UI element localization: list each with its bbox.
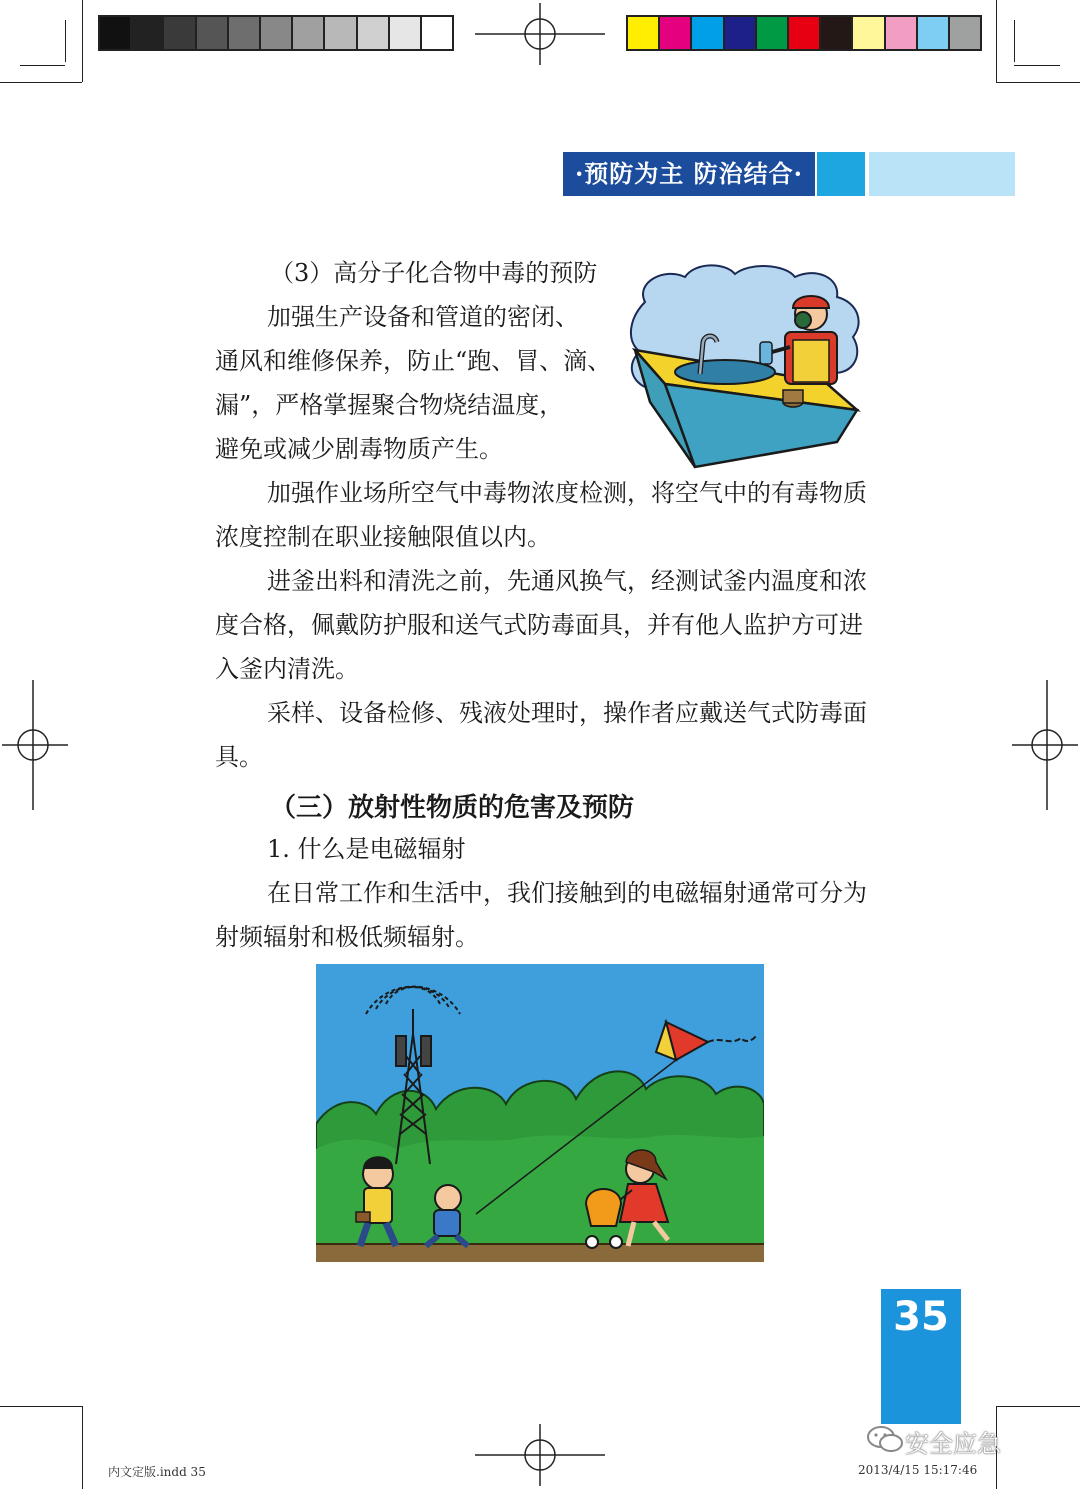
paragraph: 进釜出料和清洗之前，先通风换气，经测试釜内温度和浓度合格，佩戴防护服和送气式防毒面具，并有他人监护方可进入釜内清洗。 [215,567,867,683]
footer-filename: 内文定版.indd 35 [108,1465,206,1479]
wechat-icon [866,1424,904,1456]
paragraph-line: 漏”，严格掌握聚合物烧结温度， [215,391,564,419]
page-number: 35 [893,1294,949,1340]
subsection-title: 1. 什么是电磁辐射 [267,835,466,863]
chapter-banner: ·预防为主 防治结合· [563,152,815,196]
grayscale-calibration-strip [98,15,454,51]
paragraph: 在日常工作和生活中，我们接触到的电磁辐射通常可分为射频辐射和极低频辐射。 [215,879,867,951]
crop-mark [0,82,82,83]
color-swatch [853,17,885,49]
banner-accent-block [817,152,865,196]
crop-mark [82,1406,83,1489]
color-swatch [325,17,357,49]
banner-light-block [869,152,1015,196]
crop-mark [20,65,65,66]
crop-mark [996,0,997,82]
color-swatch [757,17,789,49]
paragraph-line: 避免或减少剧毒物质产生。 [215,435,503,463]
footer-timestamp: 2013/4/15 15:17:46 [858,1463,978,1477]
color-swatch [422,17,452,49]
paragraph: 加强作业场所空气中毒物浓度检测，将空气中的有毒物质浓度控制在职业接触限值以内。 [215,479,867,551]
item-title: （3）高分子化合物中毒的预防 [270,259,598,287]
crop-mark [0,1406,82,1407]
crop-mark [996,82,1080,83]
crop-mark [996,1406,1080,1407]
color-swatch [261,17,293,49]
registration-mark-right [1012,680,1078,810]
color-swatch [358,17,390,49]
crop-mark [82,0,83,82]
section-heading: （三）放射性物质的危害及预防 [270,793,635,823]
color-swatch [692,17,724,49]
color-swatch [132,17,164,49]
color-swatch [918,17,950,49]
watermark-text: 安全应急 [905,1430,1001,1458]
crop-mark [1014,65,1060,66]
paragraph-line: 通风和维修保养，防止“跑、冒、滴、 [215,347,612,375]
color-swatch [197,17,229,49]
color-swatch [100,17,132,49]
color-swatch [886,17,918,49]
paragraph: 采样、设备检修、残液处理时，操作者应戴送气式防毒面具。 [215,699,867,771]
registration-mark-bottom [475,1424,605,1486]
color-swatch [725,17,757,49]
crop-mark [1014,20,1015,62]
registration-mark-top [475,3,605,65]
paragraph-line: 加强生产设备和管道的密闭、 [267,303,579,331]
color-swatch [628,17,660,49]
crop-mark [65,20,66,62]
worker-sink-illustration [625,262,867,474]
radiation-scene-illustration [316,964,764,1262]
color-swatch [164,17,196,49]
color-swatch [950,17,980,49]
color-swatch [660,17,692,49]
color-swatch [293,17,325,49]
color-swatch [390,17,422,49]
color-swatch [821,17,853,49]
color-swatch [789,17,821,49]
color-swatch [229,17,261,49]
registration-mark-left [2,680,68,810]
color-calibration-strip [626,15,982,51]
